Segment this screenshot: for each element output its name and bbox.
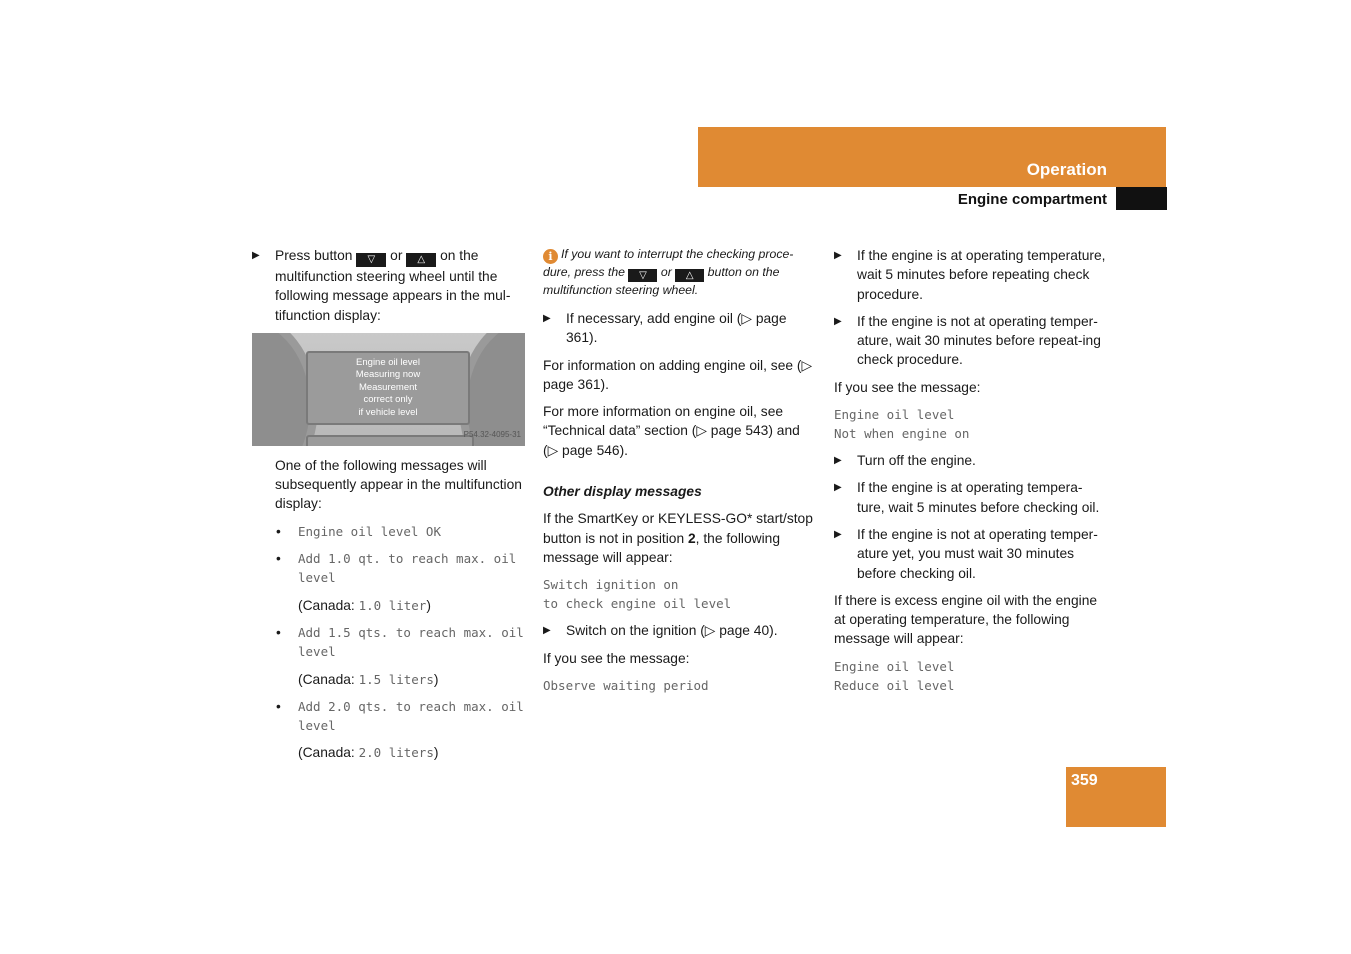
step-text: or [390, 248, 403, 263]
step-text: If the engine is at operating tempera-ture, wait 5 minutes before checking oil. [857, 480, 1100, 515]
list-item [252, 522, 527, 541]
para-text: , the following message will appear: [543, 530, 781, 565]
subsection-title: Engine compartment [957, 191, 1107, 208]
message-not-running [834, 405, 1109, 443]
step-wait-5 [834, 246, 1109, 304]
down-button-icon: ▽ [628, 269, 657, 282]
canada-close: ) [426, 597, 431, 613]
step-add-oil [543, 309, 818, 348]
display-message: Add 1.5 qts. to reach max. oil level [298, 624, 524, 660]
step-text: on the multifunction steering wheel until the following message appears in the mul-tifunction display: [275, 248, 511, 323]
step-arrow-icon: ▶ [834, 455, 842, 467]
multifunction-display-figure [252, 333, 525, 446]
para-smartkey [543, 509, 818, 567]
para-more-info: For more information on engine oil, see “Technical data” section (▷ page 543) and (▷ page 546). [543, 404, 800, 458]
section-tab-marker [1116, 187, 1167, 210]
up-button-icon: △ [675, 269, 704, 282]
canada-note [252, 596, 527, 615]
step-text: Turn off the engine. [857, 453, 976, 469]
display-line: Measurement [358, 381, 418, 393]
canada-label: (Canada: [298, 597, 359, 613]
step-text: Switch on the ignition (▷ page 40). [566, 623, 778, 639]
follow-text: One of the following messages will subsequently appear in the multifunction display: [275, 457, 522, 512]
step-wait-30 [834, 312, 1109, 370]
note-text: If you want to interrupt the checking proce-dure, press the [543, 247, 794, 279]
column-3 [834, 246, 1109, 703]
step-arrow-icon: ▶ [834, 250, 842, 261]
para-excess-oil: If there is excess engine oil with the engine at operating temperature, the following message will appear: [834, 592, 1098, 647]
display-message: Add 1.0 qt. to reach max. oil level [298, 551, 517, 586]
canada-value: 1.5 liters [358, 671, 434, 687]
list-item [252, 549, 527, 588]
display-message-line: Engine oil level [834, 407, 955, 423]
figure-code: P54.32-4095-31 [463, 429, 521, 439]
step-arrow-icon: ▶ [834, 482, 842, 494]
step-text: If necessary, add engine oil (▷ page 361). [566, 311, 787, 346]
canada-value: 2.0 liters [358, 745, 434, 761]
display-line: correct only [363, 394, 413, 406]
step-press-button [252, 246, 527, 325]
info-icon: i [543, 249, 558, 264]
para-if-see: If you see the message: [543, 650, 690, 666]
bullet-icon: • [276, 551, 281, 567]
display-message-line: Engine oil level [834, 658, 955, 674]
display-message-line: Not when engine on [834, 426, 970, 442]
display-message-line: Reduce oil level [834, 677, 955, 693]
para-adding-oil: For information on adding engine oil, see (▷ page 361). [543, 357, 813, 392]
section-title: Operation [1026, 160, 1107, 179]
canada-value: 1.0 liter [358, 597, 427, 613]
display-line: Measuring now [355, 369, 421, 381]
step-text: Press button [275, 248, 353, 263]
list-item [252, 623, 527, 662]
column-2 [543, 246, 818, 703]
step-arrow-icon: ▶ [834, 528, 842, 540]
display-line: if vehicle level [358, 406, 418, 418]
heading-other-messages: Other display messages [543, 484, 702, 500]
canada-label: (Canada: [298, 745, 359, 761]
note-text: button on the multifunction steering wheel. [543, 265, 780, 297]
display-line: Engine oil level [356, 356, 420, 368]
step-turn-off [834, 451, 1109, 470]
canada-note [252, 743, 527, 762]
step-wait-5b [834, 478, 1109, 517]
step-arrow-icon: ▶ [834, 315, 842, 327]
down-button-icon: ▽ [356, 253, 386, 267]
page-number: 359 [1071, 772, 1098, 789]
message-ignition [543, 575, 818, 613]
column-1 [252, 246, 527, 771]
bullet-icon: • [276, 698, 281, 714]
bullet-icon: • [276, 624, 281, 640]
up-button-icon: △ [406, 253, 436, 267]
display-message: Engine oil level OK [298, 523, 441, 539]
bullet-icon: • [276, 523, 281, 539]
step-text: If the engine is not at operating temper-ature yet, you must wait 30 minutes before checking oil. [857, 526, 1098, 581]
step-ignition [543, 621, 818, 640]
canada-close: ) [433, 745, 439, 761]
para-text: If the SmartKey or KEYLESS-GO* start/stop button is not in position [543, 511, 813, 546]
step-arrow-icon: ▶ [543, 313, 551, 324]
message-reduce [834, 657, 1109, 695]
para-if-see: If you see the message: [834, 379, 981, 395]
step-arrow-icon: ▶ [252, 250, 260, 261]
info-note [543, 246, 818, 299]
display-message: Add 2.0 qts. to reach max. oil level [298, 698, 524, 734]
message-waiting: Observe waiting period [543, 677, 709, 693]
display-screen-lower [306, 435, 474, 446]
step-text: If the engine is at operating temperature, wait 5 minutes before repeating check procedure. [857, 248, 1106, 302]
display-message-line: Switch ignition on [543, 577, 679, 593]
step-text: If the engine is not at operating temper-ature, wait 30 minutes before repeat-ing check procedure. [857, 313, 1101, 368]
canada-label: (Canada: [298, 671, 359, 687]
canada-note [252, 670, 527, 689]
step-arrow-icon: ▶ [543, 625, 551, 637]
note-text: or [660, 265, 672, 279]
step-wait-30b [834, 525, 1109, 583]
list-item [252, 697, 527, 736]
canada-close: ) [433, 671, 439, 687]
display-message-line: to check engine oil level [543, 596, 732, 612]
position-number: 2 [687, 530, 696, 546]
display-screen [306, 351, 470, 425]
